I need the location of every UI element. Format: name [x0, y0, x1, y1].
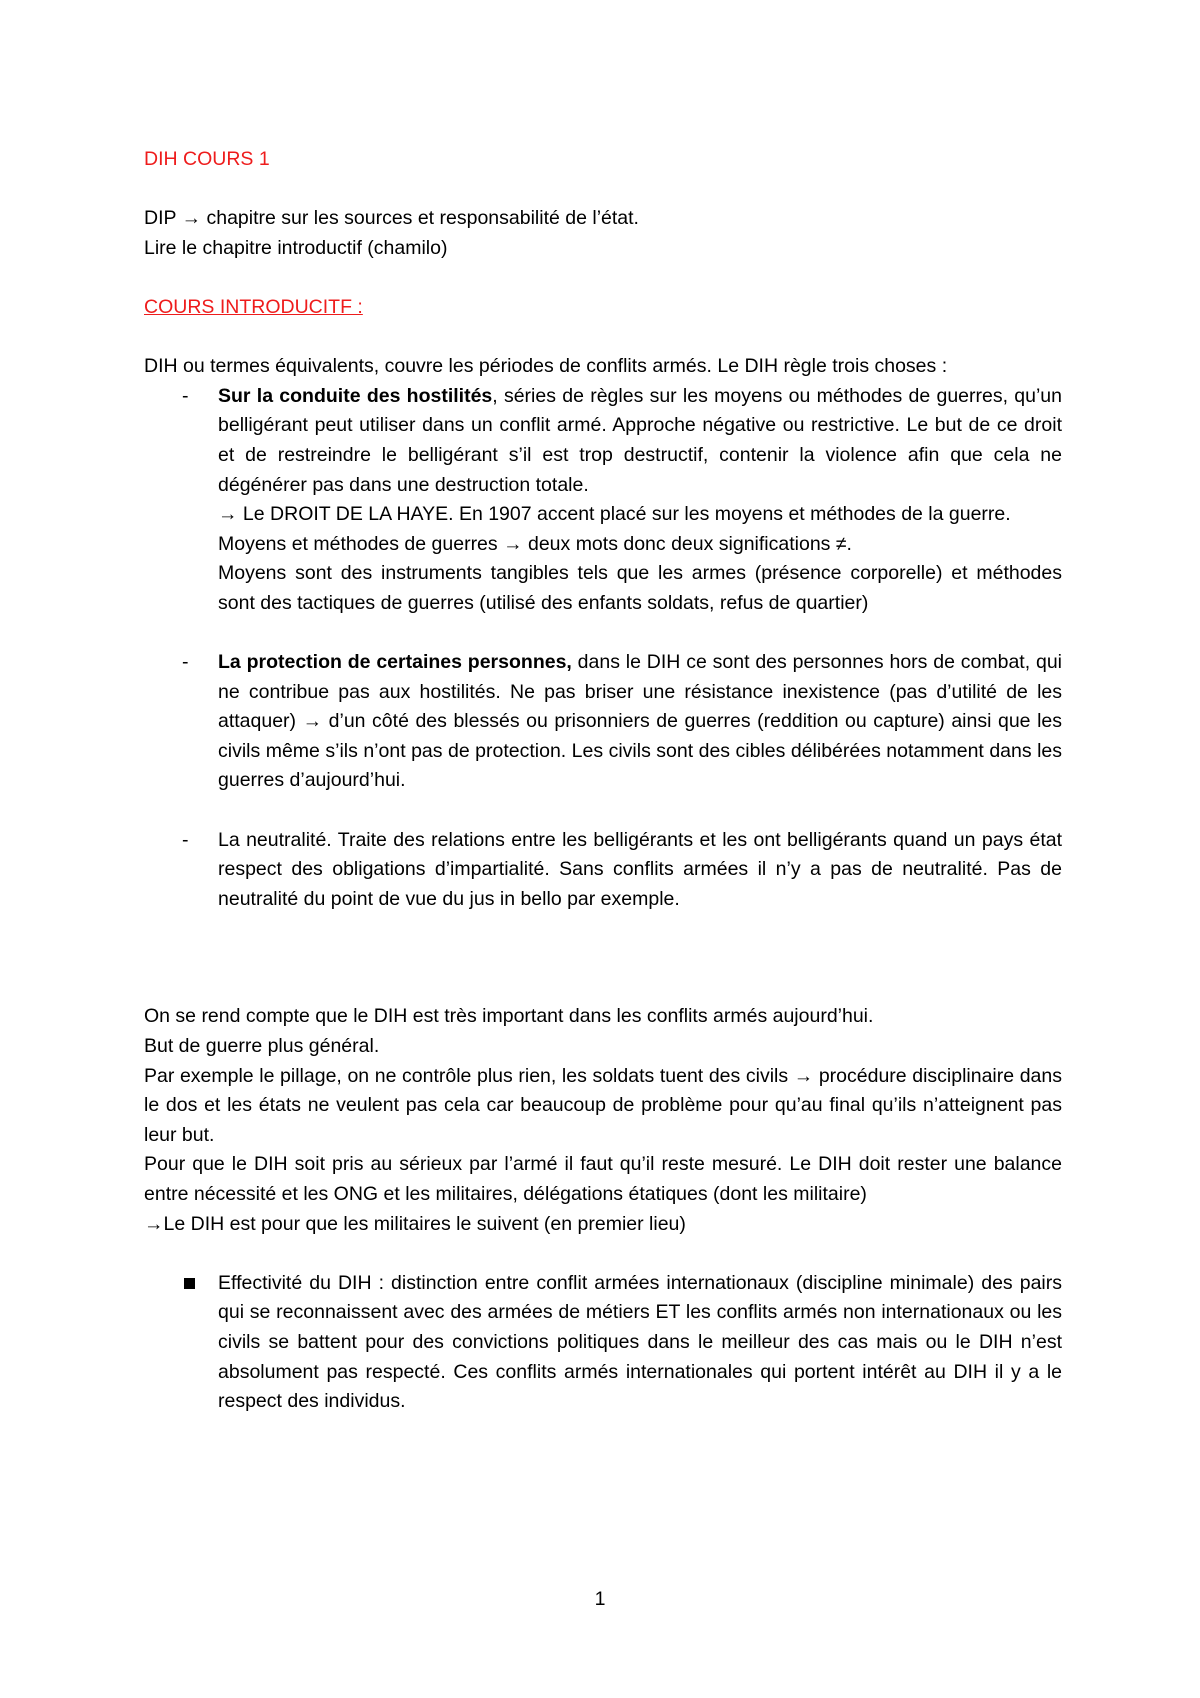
- list-item-conduct: - Sur la conduite des hostilités, séries de règles sur les moyens ou méthodes de guerres, qu’un belligérant peut utiliser dans un conflit armé. Approche négative ou restrictive. Le but de ce droit et de restreindre le belligérant s’il est trop destructif, contenir la violence afin que cela ne dégénérer pas dans une destruction totale. → Le DROIT DE LA HAYE. En 1907 accent placé sur les moyens et méthodes de la guerre. Moyens et méthodes de guerres → deux mots donc deux significations ≠. Moyens sont des instruments tangibles tels que les armes (présence corporelle) et méthodes sont des tactiques de guerres (utilisé des enfants soldats, refus de quartier): [144, 382, 1062, 619]
- list-item-bold: Sur la conduite des hostilités: [218, 384, 493, 407]
- section-heading: COURS INTRODUCITF :: [144, 295, 363, 318]
- list-item-effectivite: Effectivité du DIH : distinction entre conflit armées internationaux (discipline minimale) des pairs qui se reconnaissent avec des armées de métiers ET les conflits armés non internationaux ou les civils se battent pour des convictions politiques dans le meilleur des cas mais ou le DIH n’est absolument pas respecté. Ces conflits armés internationales qui portent intérêt au DIH il y a le respect des individus.: [144, 1269, 1062, 1417]
- paragraph: But de guerre plus général.: [144, 1035, 380, 1058]
- lead-paragraph: DIH ou termes équivalents, couvre les périodes de conflits armés. Le DIH règle trois choses :: [144, 355, 948, 378]
- paragraph: →Le DIH est pour que les militaires le suivent (en premier lieu): [144, 1212, 686, 1235]
- dash-bullet: -: [182, 384, 189, 407]
- document-title: DIH COURS 1: [144, 148, 270, 170]
- page-number: 1: [594, 1588, 606, 1610]
- list-item-bold: La protection de certaines personnes,: [218, 651, 572, 674]
- square-bullet-icon: [184, 1278, 195, 1289]
- intro-line-dip: DIP → chapitre sur les sources et responsabilité de l’état.: [144, 207, 639, 230]
- intro-line-read: Lire le chapitre introductif (chamilo): [144, 236, 448, 259]
- dash-bullet: -: [182, 651, 189, 674]
- list-item-protection: - La protection de certaines personnes, dans le DIH ce sont des personnes hors de combat, qui ne contribue pas aux hostilités. Ne pas briser une résistance inexistence (pas d’utilité de les attaquer) → d’un côté des blessés ou prisonniers de guerres (reddition ou capture) ainsi que les civils même s’ils n’ont pas de protection. Les civils sont des cibles délibérées notamment dans les guerres d’aujourd’hui.: [144, 648, 1062, 796]
- paragraph: Par exemple le pillage, on ne contrôle plus rien, les soldats tuent des civils → procédure disciplinaire dans le dos et les états ne veulent pas cela car beaucoup de problème pour qu’au final qu’ils n’atteignent pas leur but.: [144, 1064, 1062, 1146]
- paragraph: Pour que le DIH soit pris au sérieux par l’armé il faut qu’il reste mesuré. Le DIH doit rester une balance entre nécessité et les ONG et les militaires, délégations étatiques (dont les militaire): [144, 1153, 1062, 1205]
- list-item-neutrality: - La neutralité. Traite des relations entre les belligérants et les ont belligérants quand un pays état respect des obligations d’impartialité. Sans conflits armées il n’y a pas de neutralité. Pas de neutralité du point de vue du jus in bello par exemple.: [144, 826, 1062, 915]
- document-body: [144, 145, 1062, 1417]
- paragraph: On se rend compte que le DIH est très important dans les conflits armés aujourd’hui.: [144, 1005, 874, 1028]
- dash-bullet: -: [182, 828, 189, 851]
